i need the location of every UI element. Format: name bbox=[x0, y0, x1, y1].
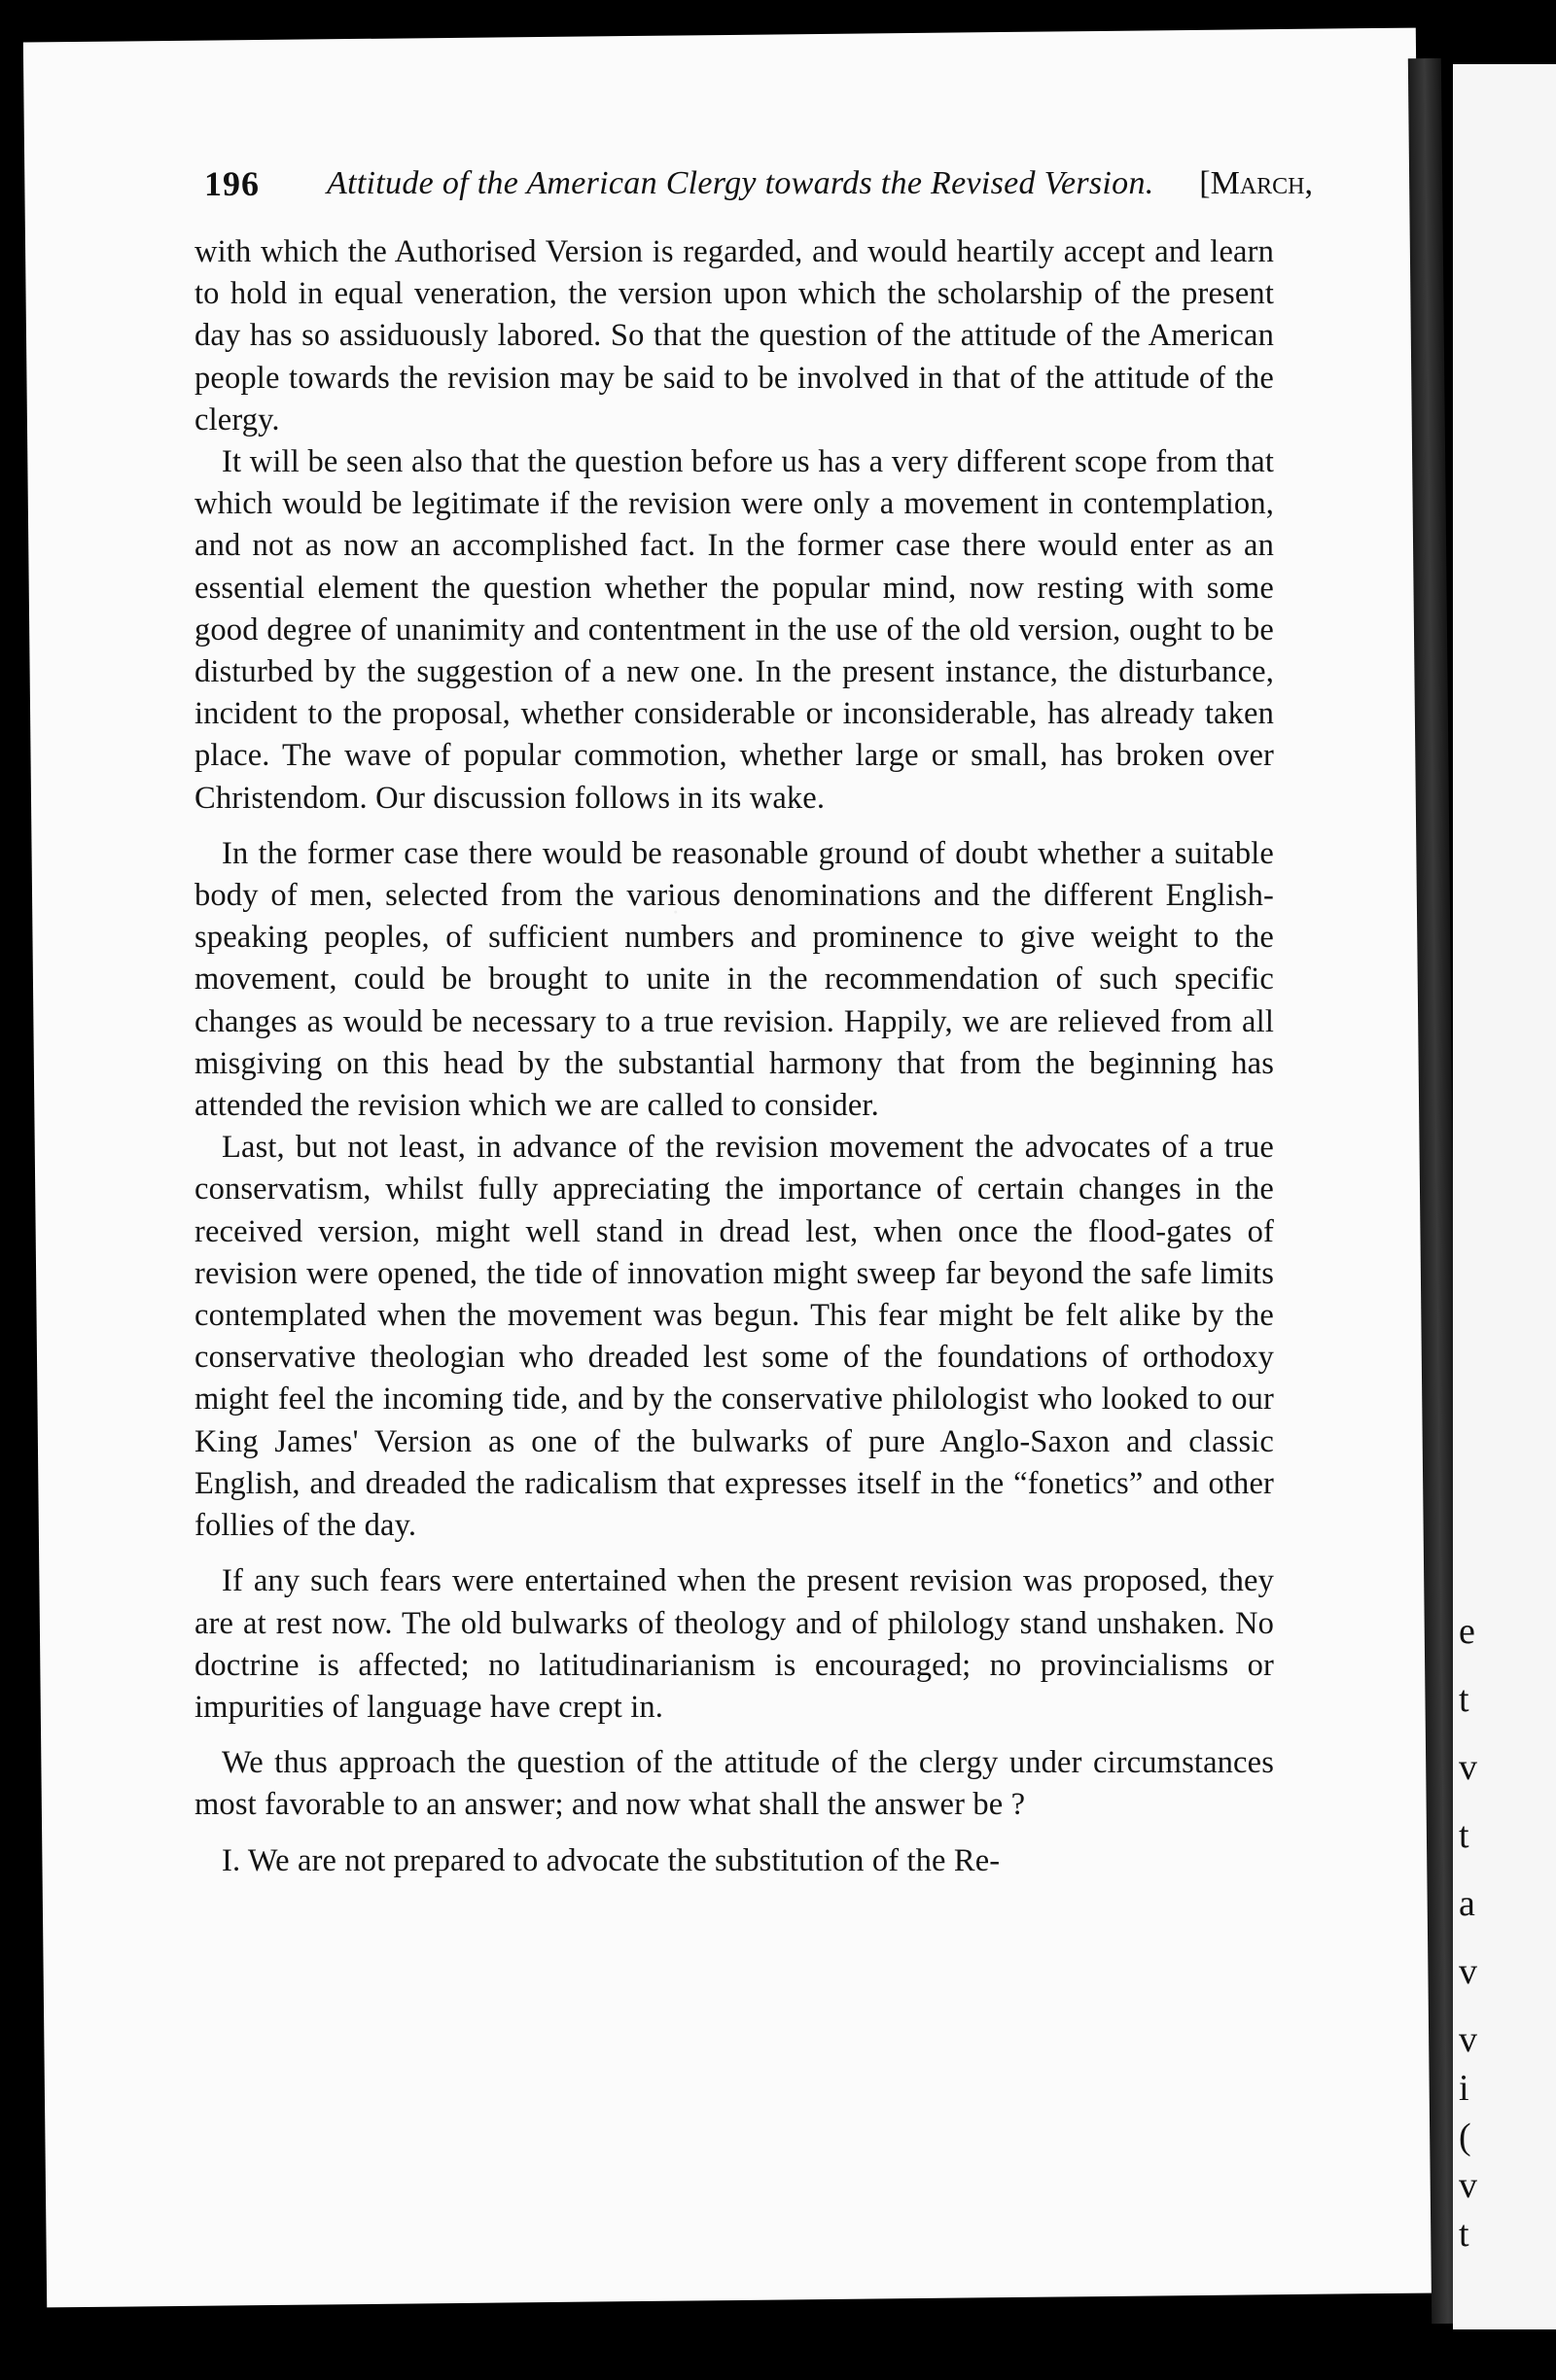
facing-page-letter: a bbox=[1459, 1883, 1475, 1924]
running-month: [March, bbox=[1199, 165, 1313, 201]
paragraph: If any such fears were entertained when the present revision was proposed, they are at rest now. The old bulwarks of theology and of philology stand unshaken. No doctrine is affected; no latitudinarianism is encouraged; no provincialisms or impurities of language have crept in. bbox=[194, 1563, 1274, 1725]
page-number: 196 bbox=[204, 164, 260, 203]
facing-page-letter: t bbox=[1459, 1815, 1469, 1856]
paragraph: In the former case there would be reasonable ground of doubt whether a suitable body of men, selected from the various denominations and the different English-speaking peoples, of sufficient numbers and prominence to give weight to the movement, could be brought to unite in the recommendation of such specific changes as would be necessary to a true revision. Happily, we are relieved from all misgiving on this head by the substantial harmony that from the beginning has attended the revision which we are called to consider. bbox=[194, 835, 1274, 1124]
paragraph: with which the Authorised Version is regarded, and would heartily accept and learn to hold in equal veneration, the version upon which the scholarship of the present day has so assiduously labored. So that the question of the attitude of the American people towards the revision may be said to be involved in that of the attitude of the clergy. bbox=[194, 234, 1274, 438]
facing-page-letter: e bbox=[1459, 1611, 1475, 1652]
running-title: Attitude of the American Clergy towards the Revised Version. bbox=[327, 165, 1154, 201]
paragraph: I. We are not prepared to advocate the substitution of the Re- bbox=[222, 1842, 1001, 1878]
facing-page-letter: v bbox=[1459, 1951, 1477, 1992]
facing-page-letter: i bbox=[1459, 2068, 1469, 2109]
facing-page-edge bbox=[1453, 64, 1556, 2329]
facing-page-letter: v bbox=[1459, 2165, 1477, 2206]
facing-page-letter: t bbox=[1459, 1679, 1469, 1720]
facing-page-letter: t bbox=[1459, 2214, 1469, 2255]
facing-page-letter: v bbox=[1459, 2019, 1477, 2060]
body-text bbox=[194, 231, 1274, 1882]
running-header bbox=[204, 163, 1313, 222]
facing-page-letter: v bbox=[1459, 1747, 1477, 1788]
facing-page-letter: ( bbox=[1459, 2117, 1471, 2157]
paragraph: Last, but not least, in advance of the revision movement the advocates of a true conservatism, whilst fully appreciating the importance of certain changes in the received version, might well stand in dread lest, when once the flood-gates of revision were opened, the tide of innovation might sweep far beyond the safe limits contemplated when the movement was begun. This fear might be felt alike by the conservative theologian who dreaded lest some of the foundations of orthodoxy might feel the incoming tide, and by the conservative philologist who looked to our King James' Version as one of the bulwarks of pure Anglo-Saxon and classic English, and dreaded the radicalism that expresses itself in the “fonetics” and other follies of the day. bbox=[194, 1130, 1274, 1544]
paragraph: It will be seen also that the question before us has a very different scope from that which would be legitimate if the revision were only a movement in contemplation, and not as now an accomplished fact. In the former case there would enter as an essential element the question whether the popular mind, now resting with some good degree of unanimity and contentment in the use of the old version, ought to be disturbed by the suggestion of a new one. In the present instance, the disturbance, incident to the proposal, whether considerable or inconsiderable, has already taken place. The wave of popular commotion, whether large or small, has broken over Christendom. Our discussion follows in its wake. bbox=[194, 444, 1274, 816]
paragraph: We thus approach the question of the attitude of the clergy under circumstances most favorable to an answer; and now what shall the answer be ? bbox=[194, 1745, 1274, 1823]
